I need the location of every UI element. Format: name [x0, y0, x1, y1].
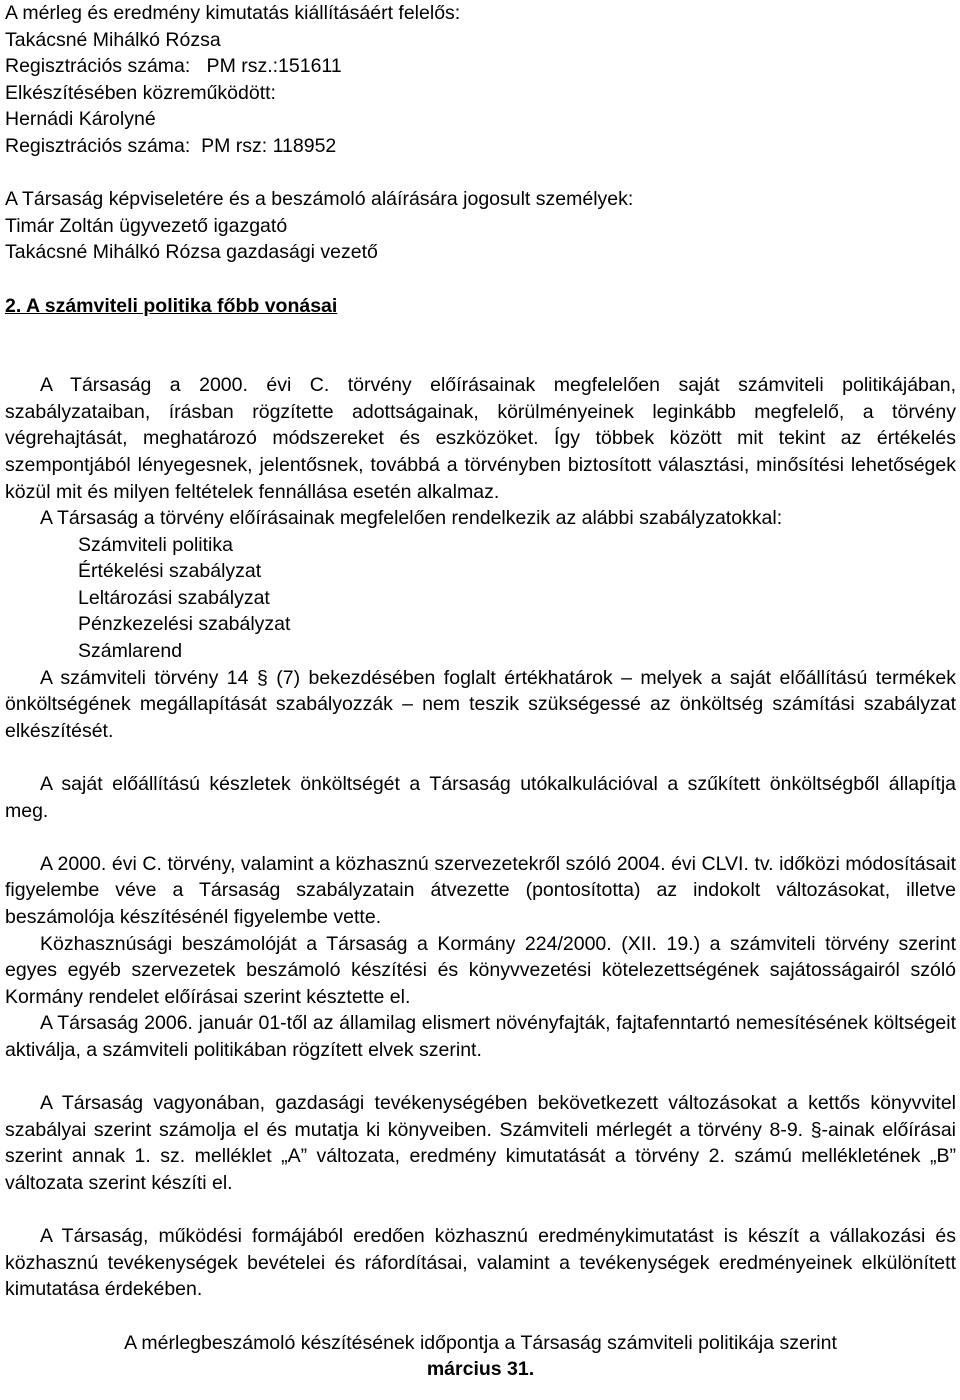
policy-intro-paragraph: A Társaság a 2000. évi C. törvény előírásainak megfelelően saját számviteli politikájában, szabályzataiban, írásban rögzítette adottságainak, körülményeinek leginkább megfelelő, a törvény végrehajtását, meghatározó módszereket és eszközöket. Így többek között mit tekint az értékelés szempontjából lényegesnek, jelentősnek, továbbá a törvényben biztosított választási, minősítési lehetőségek közül mit és milyen feltételek fennállása esetén alkalmaz. [5, 374, 956, 503]
document-page [5, 0, 956, 1383]
public-benefit-report-paragraph: Közhasznúsági beszámolóját a Társaság a Kormány 224/2000. (XII. 19.) a számviteli törvény szerint egyes egyéb szervezetek beszámoló készítési és könyvvezetési kötelezettségének sajátosságairól szóló Kormány rendelet előírásai szerint késztette el. [5, 932, 956, 1008]
separate-statement-paragraph: A Társaság, működési formájából eredően közhasznú eredménykimutatást is készít a vállakozási és közhasznú tevékenységek bevételei és ráfordításai, valamint a tevékenységek eredményeinek elkülönített kimutatása érdekében. [5, 1225, 956, 1301]
report-date-value: március 31. [426, 1358, 535, 1381]
report-date-intro: A mérlegbeszámoló készítésének időpontja a Társaság számviteli politikája szerint [124, 1331, 837, 1354]
representative-1: Timár Zoltán ügyvezető igazgató [5, 214, 288, 237]
rules-list [5, 532, 956, 665]
rules-intro: A Társaság a törvény előírásainak megfelelően rendelkezik az alábbi szabályzatokkal: [40, 507, 783, 530]
threshold-paragraph: A számviteli törvény 14 § (7) bekezdésében foglalt értékhatárok – melyek a saját előállítású termékek önköltségének megállapítását szabályozzák – nem teszik szükségessé az önköltség számítási szabályzat elkészítését. [5, 666, 956, 742]
representatives-label: A Társaság képviseletére és a beszámoló aláírására jogosult személyek: [5, 188, 634, 211]
rule-item: Értékelési szabályzat [78, 560, 262, 583]
rule-item: Számviteli politika [78, 533, 233, 556]
contributor-reg-number: Regisztrációs száma: PM rsz: 118952 [5, 134, 337, 157]
own-production-paragraph: A saját előállítású készletek önköltségét a Társaság utókalkulációval a szűkített önköltségből állapítja meg. [5, 773, 956, 822]
responsible-reg-number: Regisztrációs száma: PM rsz.:151611 [5, 55, 342, 78]
rule-item: Pénzkezelési szabályzat [78, 613, 291, 636]
responsible-name: Takácsné Mihálkó Rózsa [5, 28, 221, 51]
responsible-label: A mérleg és eredmény kimutatás kiállításáért felelős: [5, 2, 461, 24]
plant-breeding-paragraph: A Társaság 2006. január 01-től az államilag elismert növényfajták, fajtafenntartó nemesítésének költségeit aktiválja, a számviteli politikában rögzített elvek szerint. [5, 1012, 956, 1061]
contributor-name: Hernádi Károlyné [5, 108, 156, 131]
representatives-block [5, 186, 956, 266]
bookkeeping-paragraph: A Társaság vagyonában, gazdasági tevékenységében bekövetkezett változásokat a kettős könyvvitel szabályai szerint számolja el és mutatja ki könyveiben. Számviteli mérlegét a törvény 8-9. §-ainak előírásai szerint annak 1. sz. melléklet „A” változata, eredmény kimutatását a törvény 2. számú mellékletének „B” változata szerint készíti el. [5, 1092, 956, 1194]
section-heading: 2. A számviteli politika főbb vonásai [5, 294, 338, 317]
header-block [5, 0, 956, 160]
contributor-label: Elkészítésében közreműködött: [5, 81, 276, 104]
representative-2: Takácsné Mihálkó Rózsa gazdasági vezető [5, 241, 378, 264]
rule-item: Leltározási szabályzat [78, 586, 270, 609]
law-changes-paragraph: A 2000. évi C. törvény, valamint a közhasznú szervezetekről szóló 2004. évi CLVI. tv. időközi módosításait figyelembe véve a Társaság szabályzatain átvezette (pontosította) az indokolt változásokat, illetve beszámolója készítésénél figyelembe vette. [5, 852, 956, 928]
rule-item: Számlarend [78, 640, 183, 663]
